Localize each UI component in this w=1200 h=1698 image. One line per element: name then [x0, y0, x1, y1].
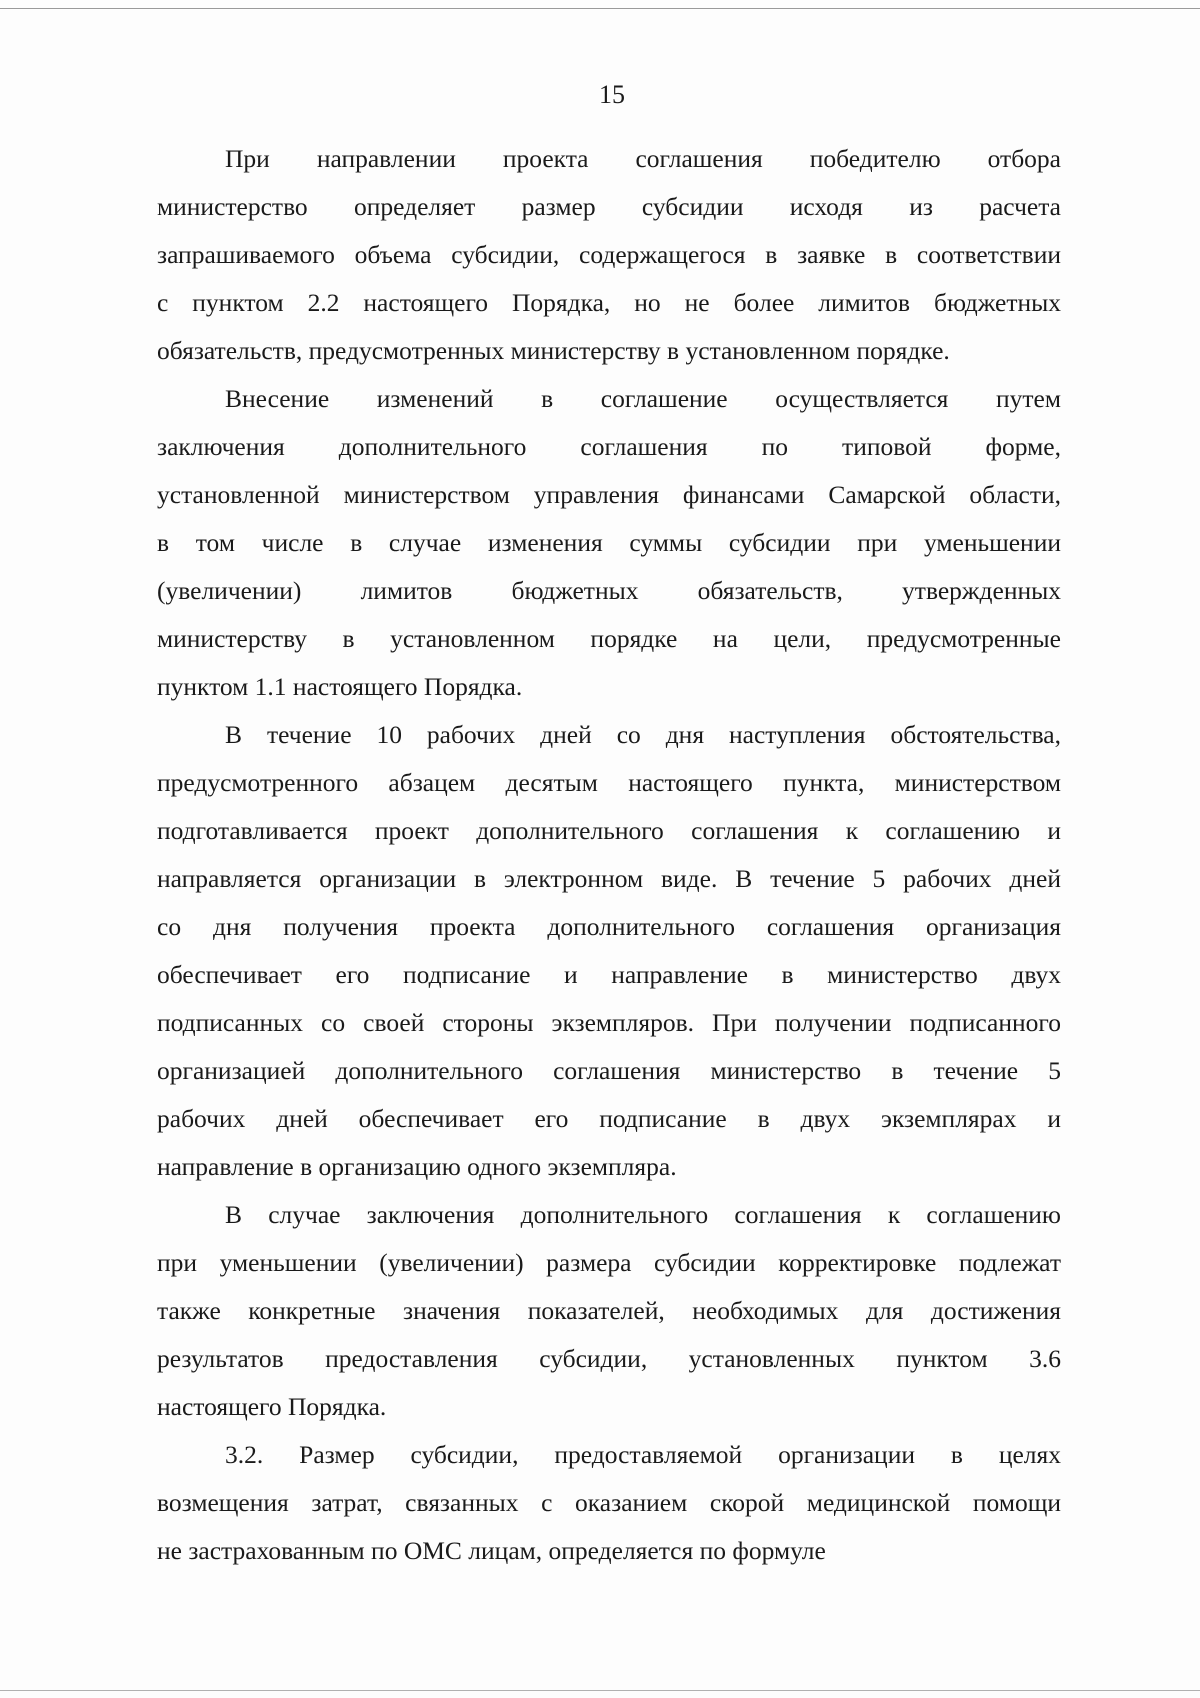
- text-line: организацией дополнительного соглашения министерство в течение 5: [157, 1056, 1061, 1085]
- paragraph-5: [157, 1431, 1061, 1575]
- text-line: со дня получения проекта дополнительного соглашения организация: [157, 912, 1061, 941]
- paragraph-1: [157, 135, 1061, 375]
- text-line: предусмотренного абзацем десятым настоящего пункта, министерством: [157, 768, 1061, 797]
- text-line: В течение 10 рабочих дней со дня наступления обстоятельства,: [225, 720, 1061, 749]
- text-line: обеспечивает его подписание и направление в министерство двух: [157, 960, 1061, 989]
- text-line: настоящего Порядка.: [157, 1392, 387, 1421]
- text-line: рабочих дней обеспечивает его подписание в двух экземплярах и: [157, 1104, 1061, 1133]
- text-line: возмещения затрат, связанных с оказанием скорой медицинской помощи: [157, 1488, 1061, 1517]
- text-line: При направлении проекта соглашения победителю отбора: [225, 144, 1061, 173]
- page-number: 15: [599, 80, 625, 109]
- text-line: 3.2. Размер субсидии, предоставляемой организации в целях: [225, 1440, 1061, 1469]
- text-line: (увеличении) лимитов бюджетных обязательств, утвержденных: [157, 576, 1061, 605]
- paragraph-2: [157, 375, 1061, 711]
- scan-edge-bottom: [0, 1690, 1200, 1691]
- text-line: обязательств, предусмотренных министерству в установленном порядке.: [157, 336, 950, 365]
- text-line: Внесение изменений в соглашение осуществляется путем: [225, 384, 1061, 413]
- body-text: [157, 135, 1061, 1575]
- text-line: подготавливается проект дополнительного соглашения к соглашению и: [157, 816, 1061, 845]
- text-line: также конкретные значения показателей, необходимых для достижения: [157, 1296, 1061, 1325]
- text-line: с пунктом 2.2 настоящего Порядка, но не более лимитов бюджетных: [157, 288, 1061, 317]
- paragraph-3: [157, 711, 1061, 1191]
- text-line: установленной министерством управления финансами Самарской области,: [157, 480, 1061, 509]
- text-line: результатов предоставления субсидии, установленных пунктом 3.6: [157, 1344, 1061, 1373]
- text-line: при уменьшении (увеличении) размера субсидии корректировке подлежат: [157, 1248, 1061, 1277]
- text-line: министерство определяет размер субсидии исходя из расчета: [157, 192, 1061, 221]
- text-line: министерству в установленном порядке на цели, предусмотренные: [157, 624, 1061, 653]
- text-line: направляется организации в электронном виде. В течение 5 рабочих дней: [157, 864, 1061, 893]
- paragraph-4: [157, 1191, 1061, 1431]
- text-line: направление в организацию одного экземпляра.: [157, 1152, 677, 1181]
- text-line: пунктом 1.1 настоящего Порядка.: [157, 672, 523, 701]
- text-line: в том числе в случае изменения суммы субсидии при уменьшении: [157, 528, 1061, 557]
- text-line: запрашиваемого объема субсидии, содержащегося в заявке в соответствии: [157, 240, 1061, 269]
- text-line: не застрахованным по ОМС лицам, определяется по формуле: [157, 1536, 826, 1565]
- text-line: подписанных со своей стороны экземпляров. При получении подписанного: [157, 1008, 1061, 1037]
- text-line: заключения дополнительного соглашения по типовой форме,: [157, 432, 1061, 461]
- text-line: В случае заключения дополнительного соглашения к соглашению: [225, 1200, 1061, 1229]
- scan-edge-top: [0, 8, 1200, 9]
